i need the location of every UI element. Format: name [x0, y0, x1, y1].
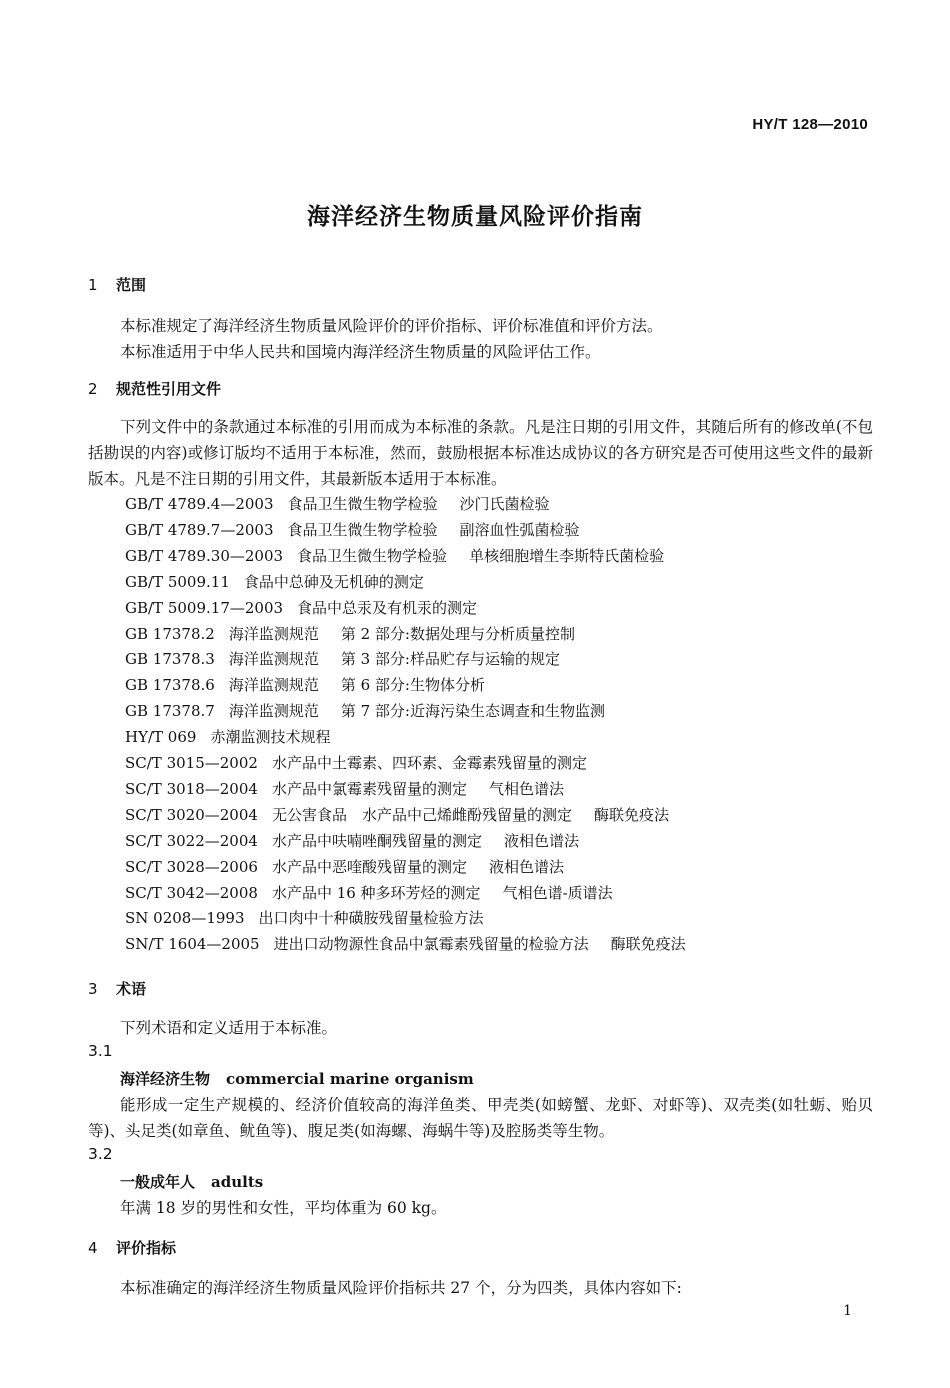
- reference-title: 水产品中呋喃唑酮残留量的测定: [271, 831, 482, 850]
- reference-item: [125, 907, 484, 928]
- reference-item: [125, 519, 580, 540]
- reference-title: 食品卫生微生物学检验: [287, 520, 438, 539]
- reference-item: [125, 778, 564, 799]
- section-2-intro: 下列文件中的条款通过本标准的引用而成为本标准的条款。凡是注日期的引用文件，其随后所有的修改单(不包括勘误的内容)或修订版均不适用于本标准，然而，鼓励根据本标准达成协议的各方研究是否可使用这些文件的最新版本。凡是不注日期的引用文件，其最新版本适用于本标准。: [88, 418, 873, 488]
- page-number: 1: [843, 1303, 852, 1319]
- reference-item: [125, 933, 686, 954]
- reference-item: [125, 804, 669, 825]
- reference-subtitle: 第 3 部分:样品贮存与运输的规定: [340, 650, 560, 669]
- term-name-zh: 一般成年人: [120, 1173, 196, 1191]
- section-2-heading: [88, 378, 221, 399]
- reference-code: SN 0208—1993: [125, 909, 245, 928]
- reference-subtitle: 酶联免疫法: [610, 935, 686, 954]
- reference-title: 水产品中土霉素、四环素、金霉素残留量的测定: [271, 754, 587, 772]
- page-title: 海洋经济生物质量风险评价指南: [307, 204, 643, 230]
- reference-code: GB 17378.2: [125, 624, 215, 643]
- section-number: 4: [88, 1239, 98, 1257]
- term-number: 3.2: [88, 1145, 113, 1163]
- reference-code: SC/T 3015—2002: [125, 754, 258, 772]
- reference-code: GB/T 5009.11: [125, 572, 230, 591]
- reference-code: GB 17378.3: [125, 650, 215, 669]
- reference-title: 食品中总砷及无机砷的测定: [243, 572, 424, 591]
- reference-subtitle: 液相色谱法: [503, 831, 579, 850]
- reference-code: SC/T 3022—2004: [125, 831, 258, 850]
- reference-code: SC/T 3018—2004: [125, 779, 258, 798]
- section-title: 术语: [116, 980, 147, 998]
- reference-item: [125, 571, 424, 592]
- reference-item: [125, 882, 613, 903]
- reference-code: GB/T 4789.7—2003: [125, 520, 274, 539]
- reference-item: [125, 493, 550, 514]
- term-definition: 能形成一定生产规模的、经济价值较高的海洋鱼类、甲壳类(如螃蟹、龙虾、对虾等)、双壳类(如牡蛎、贻贝等)、头足类(如章鱼、鱿鱼等)、腹足类(如海螺、海蜗牛等)及腔肠类等生物。: [88, 1096, 873, 1140]
- section-title: 范围: [116, 276, 147, 294]
- reference-code: HY/T 069: [125, 728, 197, 747]
- term-heading: [120, 1068, 474, 1089]
- reference-subtitle: 气相色谱法: [488, 779, 564, 798]
- section-number: 1: [88, 276, 98, 294]
- section-1-paragraph: 本标准规定了海洋经济生物质量风险评价的评价指标、评价标准值和评价方法。: [120, 317, 663, 335]
- reference-item: [125, 752, 587, 773]
- reference-subtitle: 第 7 部分:近海污染生态调查和生物监测: [340, 702, 605, 721]
- standard-code: HY/T 128—2010: [752, 116, 868, 133]
- reference-item: [125, 597, 477, 618]
- reference-item: [125, 674, 485, 695]
- reference-subtitle: 沙门氏菌检验: [459, 495, 550, 513]
- reference-code: GB/T 4789.30—2003: [125, 546, 284, 565]
- reference-title: 海洋监测规范: [228, 624, 319, 643]
- section-title: 评价指标: [116, 1239, 177, 1257]
- reference-title: 进出口动物源性食品中氯霉素残留量的检验方法: [273, 935, 589, 954]
- reference-code: SC/T 3028—2006: [125, 857, 258, 876]
- reference-item: [125, 856, 564, 877]
- section-3-intro: 下列术语和定义适用于本标准。: [120, 1019, 338, 1037]
- term-definition: 年满 18 岁的男性和女性，平均体重为 60 kg。: [120, 1199, 447, 1217]
- reference-title: 水产品中恶喹酸残留量的测定: [271, 857, 467, 876]
- reference-code: SN/T 1604—2005: [125, 935, 260, 954]
- reference-item: [125, 623, 575, 644]
- reference-code: GB 17378.7: [125, 702, 215, 721]
- section-1-paragraph: 本标准适用于中华人民共和国境内海洋经济生物质量的风险评估工作。: [120, 343, 601, 361]
- reference-title: 无公害食品 水产品中己烯雌酚残留量的测定: [271, 805, 572, 824]
- section-number: 2: [88, 380, 98, 398]
- reference-subtitle: 第 2 部分:数据处理与分析质量控制: [340, 624, 575, 643]
- reference-title: 赤潮监测技术规程: [210, 728, 331, 747]
- section-4-intro: 本标准确定的海洋经济生物质量风险评价指标共 27 个，分为四类，具体内容如下:: [120, 1279, 682, 1297]
- reference-item: [125, 700, 605, 721]
- reference-item: [125, 648, 560, 669]
- reference-subtitle: 第 6 部分:生物体分析: [340, 676, 485, 695]
- section-number: 3: [88, 980, 98, 998]
- reference-code: SC/T 3020—2004: [125, 805, 258, 824]
- reference-code: GB 17378.6: [125, 676, 215, 695]
- reference-subtitle: 酶联免疫法: [593, 805, 669, 824]
- term-heading: [120, 1171, 263, 1192]
- reference-item: [125, 830, 579, 851]
- reference-title: 水产品中 16 种多环芳烃的测定: [271, 883, 481, 902]
- reference-title: 食品卫生微生物学检验: [297, 546, 448, 565]
- term-name-en: commercial marine organism: [226, 1070, 474, 1088]
- reference-code: GB/T 4789.4—2003: [125, 495, 274, 513]
- section-4-heading: [88, 1237, 176, 1258]
- reference-subtitle: 单核细胞增生李斯特氏菌检验: [469, 546, 665, 565]
- reference-title: 海洋监测规范: [228, 702, 319, 721]
- reference-code: GB/T 5009.17—2003: [125, 598, 284, 617]
- reference-subtitle: 副溶血性弧菌检验: [459, 520, 580, 539]
- reference-subtitle: 气相色谱-质谱法: [502, 883, 613, 902]
- term-name-en: adults: [211, 1173, 264, 1191]
- section-1-heading: [88, 274, 146, 295]
- section-3-heading: [88, 978, 146, 999]
- reference-title: 食品中总汞及有机汞的测定: [297, 598, 478, 617]
- term-name-zh: 海洋经济生物: [120, 1070, 211, 1088]
- reference-title: 海洋监测规范: [228, 676, 319, 695]
- reference-item: [125, 726, 330, 747]
- term-number: 3.1: [88, 1042, 113, 1060]
- section-title: 规范性引用文件: [116, 380, 222, 398]
- reference-title: 出口肉中十种磺胺残留量检验方法: [258, 909, 484, 928]
- reference-title: 食品卫生微生物学检验: [287, 495, 438, 513]
- reference-title: 水产品中氯霉素残留量的测定: [271, 779, 467, 798]
- reference-code: SC/T 3042—2008: [125, 883, 258, 902]
- reference-title: 海洋监测规范: [228, 650, 319, 669]
- reference-item: [125, 545, 664, 566]
- reference-subtitle: 液相色谱法: [488, 857, 564, 876]
